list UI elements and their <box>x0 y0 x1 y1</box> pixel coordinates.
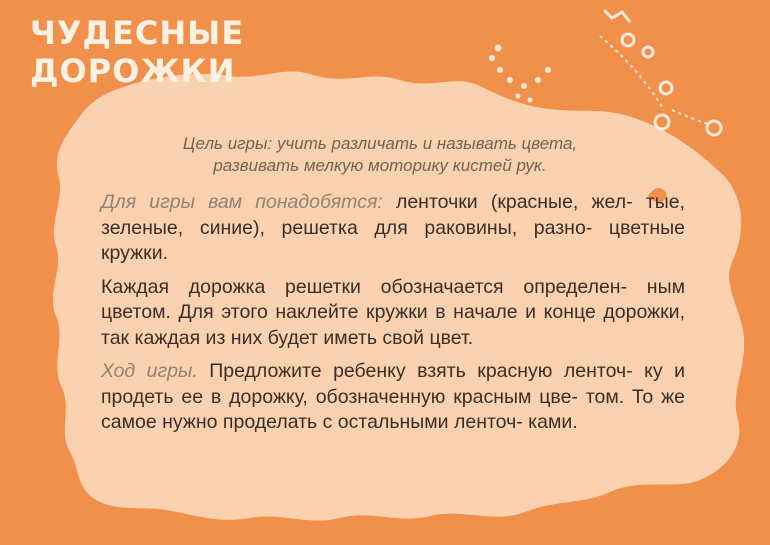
gameplay-text: Предложите ребенку взять красную ленточ- ку и продеть ее в дорожку, обозначенную красным цве- том. То же самое нужно проделать с остальными ленточ- ками. <box>101 360 685 433</box>
title-line-1: ЧУДЕСНЫЕ <box>30 14 245 52</box>
page-title <box>30 14 244 90</box>
goal-text <box>130 133 630 177</box>
goal-line-1: Цель игры: учить различать и называть цвета, <box>182 134 578 153</box>
materials-text: ленточки (красные, жел- тые, зеленые, синие), решетка для раковины, разно- цветные кружки. <box>101 191 685 264</box>
gameplay-paragraph <box>101 359 685 436</box>
gameplay-lead: Ход игры. <box>101 360 198 382</box>
title-line-2: ДОРОЖКИ <box>30 52 236 90</box>
materials-lead: Для игры вам понадобятся: <box>101 191 383 213</box>
preparation-paragraph: Каждая дорожка решетки обозначается определен- ным цветом. Для этого наклейте кружки в начале и конце дорожки, так каждая из них будет иметь свой цвет. <box>101 275 685 349</box>
materials-paragraph <box>101 190 685 267</box>
instructions <box>101 190 685 444</box>
goal-line-2: развивать мелкую моторику кистей рук. <box>213 156 547 175</box>
